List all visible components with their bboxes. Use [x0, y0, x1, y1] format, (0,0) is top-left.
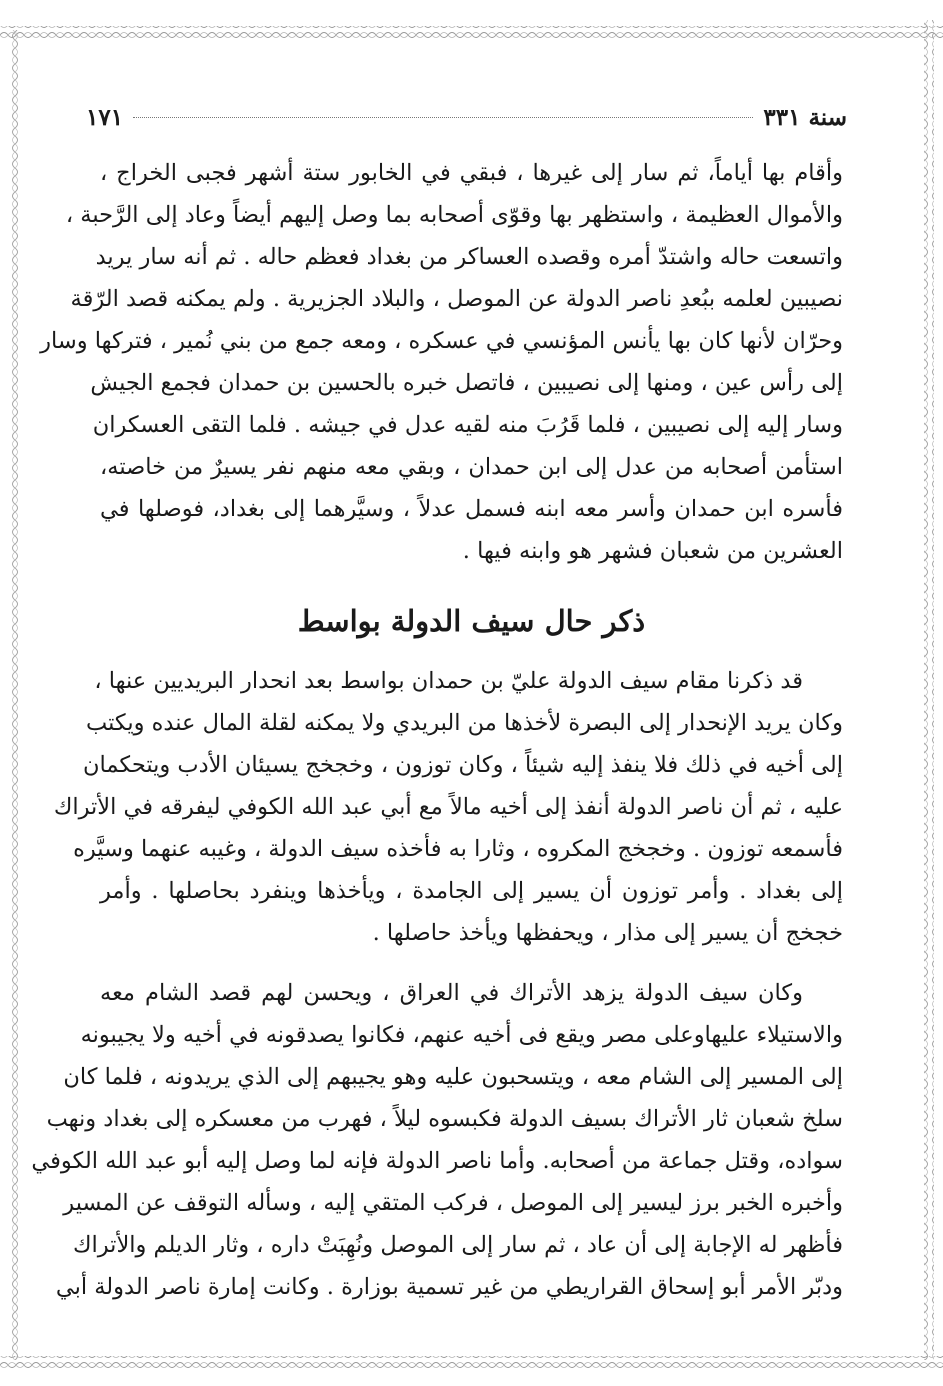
text-line: نصيبين لعلمه ببُعدِ ناصر الدولة عن الموصل ، والبلاد الجزيرية . ولم يمكنه قصد الرّقة	[70, 286, 843, 312]
text-line: إلى بغداد . وأمر توزون أن يسير إلى الجامدة ، ويأخذها وينفرد بحاصلها . وأمر	[100, 878, 843, 904]
paragraph-3	[31, 972, 843, 1308]
text-line: واتسعت حاله واشتدّ أمره وقصده العساكر من بغداد فعظم حاله . ثم أنه سار يريد	[95, 244, 843, 270]
text-line: سلخ شعبان ثار الأتراك بسيف الدولة فكبسوه ليلاً ، فهرب من معسكره إلى بغداد ونهب	[46, 1106, 843, 1132]
text-line: فأسمعه توزون . وخجخج المكروه ، وثارا به فأخذه سيف الدولة ، وغيبه عنهما وسيَّره	[73, 836, 843, 862]
text-line: إلى أخيه في ذلك فلا ينفذ إليه شيئاً ، وكان توزون ، وخجخج يسيئان الأدب ويتحكمان	[83, 752, 843, 778]
section-heading: ذكر حال سيف الدولة بواسط	[297, 604, 646, 638]
text-line: العشرين من شعبان فشهر هو وابنه فيها .	[462, 538, 843, 564]
text-line: سواده، وقتل جماعة من أصحابه. وأما ناصر الدولة فإنه لما وصل إليه أبو عبد الله الكوفي	[31, 1148, 843, 1174]
paragraph-1	[40, 152, 843, 572]
text-line: استأمن أصحابه من عدل إلى ابن حمدان ، وبقي معه منهم نفر يسيرٌ من خاصته،	[100, 454, 843, 480]
text-line: وأخبره الخبر برز ليسير إلى الموصل ، فركب المتقي إليه ، وسأله التوقف عن المسير	[63, 1190, 843, 1216]
text-line: والأموال العظيمة ، واستظهر بها وقوّى أصحابه بما وصل إليهم أيضاً وعاد إلى الرَّحبة ،	[65, 202, 843, 228]
text-line: خجخج أن يسير إلى مذار ، ويحفظها ويأخذ حاصلها .	[372, 920, 843, 946]
text-line: وأقام بها أياماً، ثم سار إلى غيرها ، فبقي في الخابور ستة أشهر فجبى الخراج ،	[100, 160, 843, 186]
text-line: قد ذكرنا مقام سيف الدولة عليّ بن حمدان بواسط بعد انحدار البريديين عنها ،	[94, 668, 803, 694]
text-line: وكان يريد الإنحدار إلى البصرة لأخذها من البريدي ولا يمكنه لقلة المال عنده ويكتب	[86, 710, 843, 736]
text-line: فأسره ابن حمدان وأسر معه ابنه فسمل عدلاً ، وسيَّرهما إلى بغداد، فوصلها في	[100, 496, 843, 522]
text-line: وكان سيف الدولة يزهد الأتراك في العراق ، ويحسن لهم قصد الشام معه	[100, 980, 803, 1006]
header-dotted-rule	[133, 117, 753, 118]
running-header	[86, 100, 847, 134]
header-title: سنة ٣٣١	[763, 103, 847, 131]
text-line: وسار إليه إلى نصيبين ، فلما قَرُبَ منه لقيه عدل في جيشه . فلما التقى العسكران	[92, 412, 843, 438]
text-line: ودبّر الأمر أبو إسحاق القراريطي من غير تسمية بوزارة . وكانت إمارة ناصر الدولة أبي	[55, 1274, 843, 1300]
text-line: وحرّان لأنها كان بها يأنس المؤنسي في عسكره ، ومعه جمع من بني نُمير ، فتركها وسار	[40, 328, 843, 354]
paragraph-2	[53, 660, 843, 954]
text-line: إلى المسير إلى الشام معه ، ويتسحبون عليه وهو يجيبهم إلى الذي يريدونه ، فلما كان	[63, 1064, 843, 1090]
text-line: إلى رأس عين ، ومنها إلى نصيبين ، فاتصل خبره بالحسين بن حمدان فجمع الجيش	[90, 370, 843, 396]
text-line: والاستيلاء عليهاوعلى مصر ويقع فى أخيه عنهم، فكانوا يصدقونه في أخيه ولا يجيبونه	[80, 1022, 843, 1048]
page-number: ١٧١	[86, 103, 124, 131]
text-line: فأظهر له الإجابة إلى أن عاد ، ثم سار إلى الموصل ونُهِبَتْ داره ، وثار الديلم والأتراك	[72, 1232, 843, 1258]
text-line: عليه ، ثم أن ناصر الدولة أنفذ إلى أخيه مالاً مع أبي عبد الله الكوفي ليفرقه في الأتراك	[53, 794, 843, 820]
